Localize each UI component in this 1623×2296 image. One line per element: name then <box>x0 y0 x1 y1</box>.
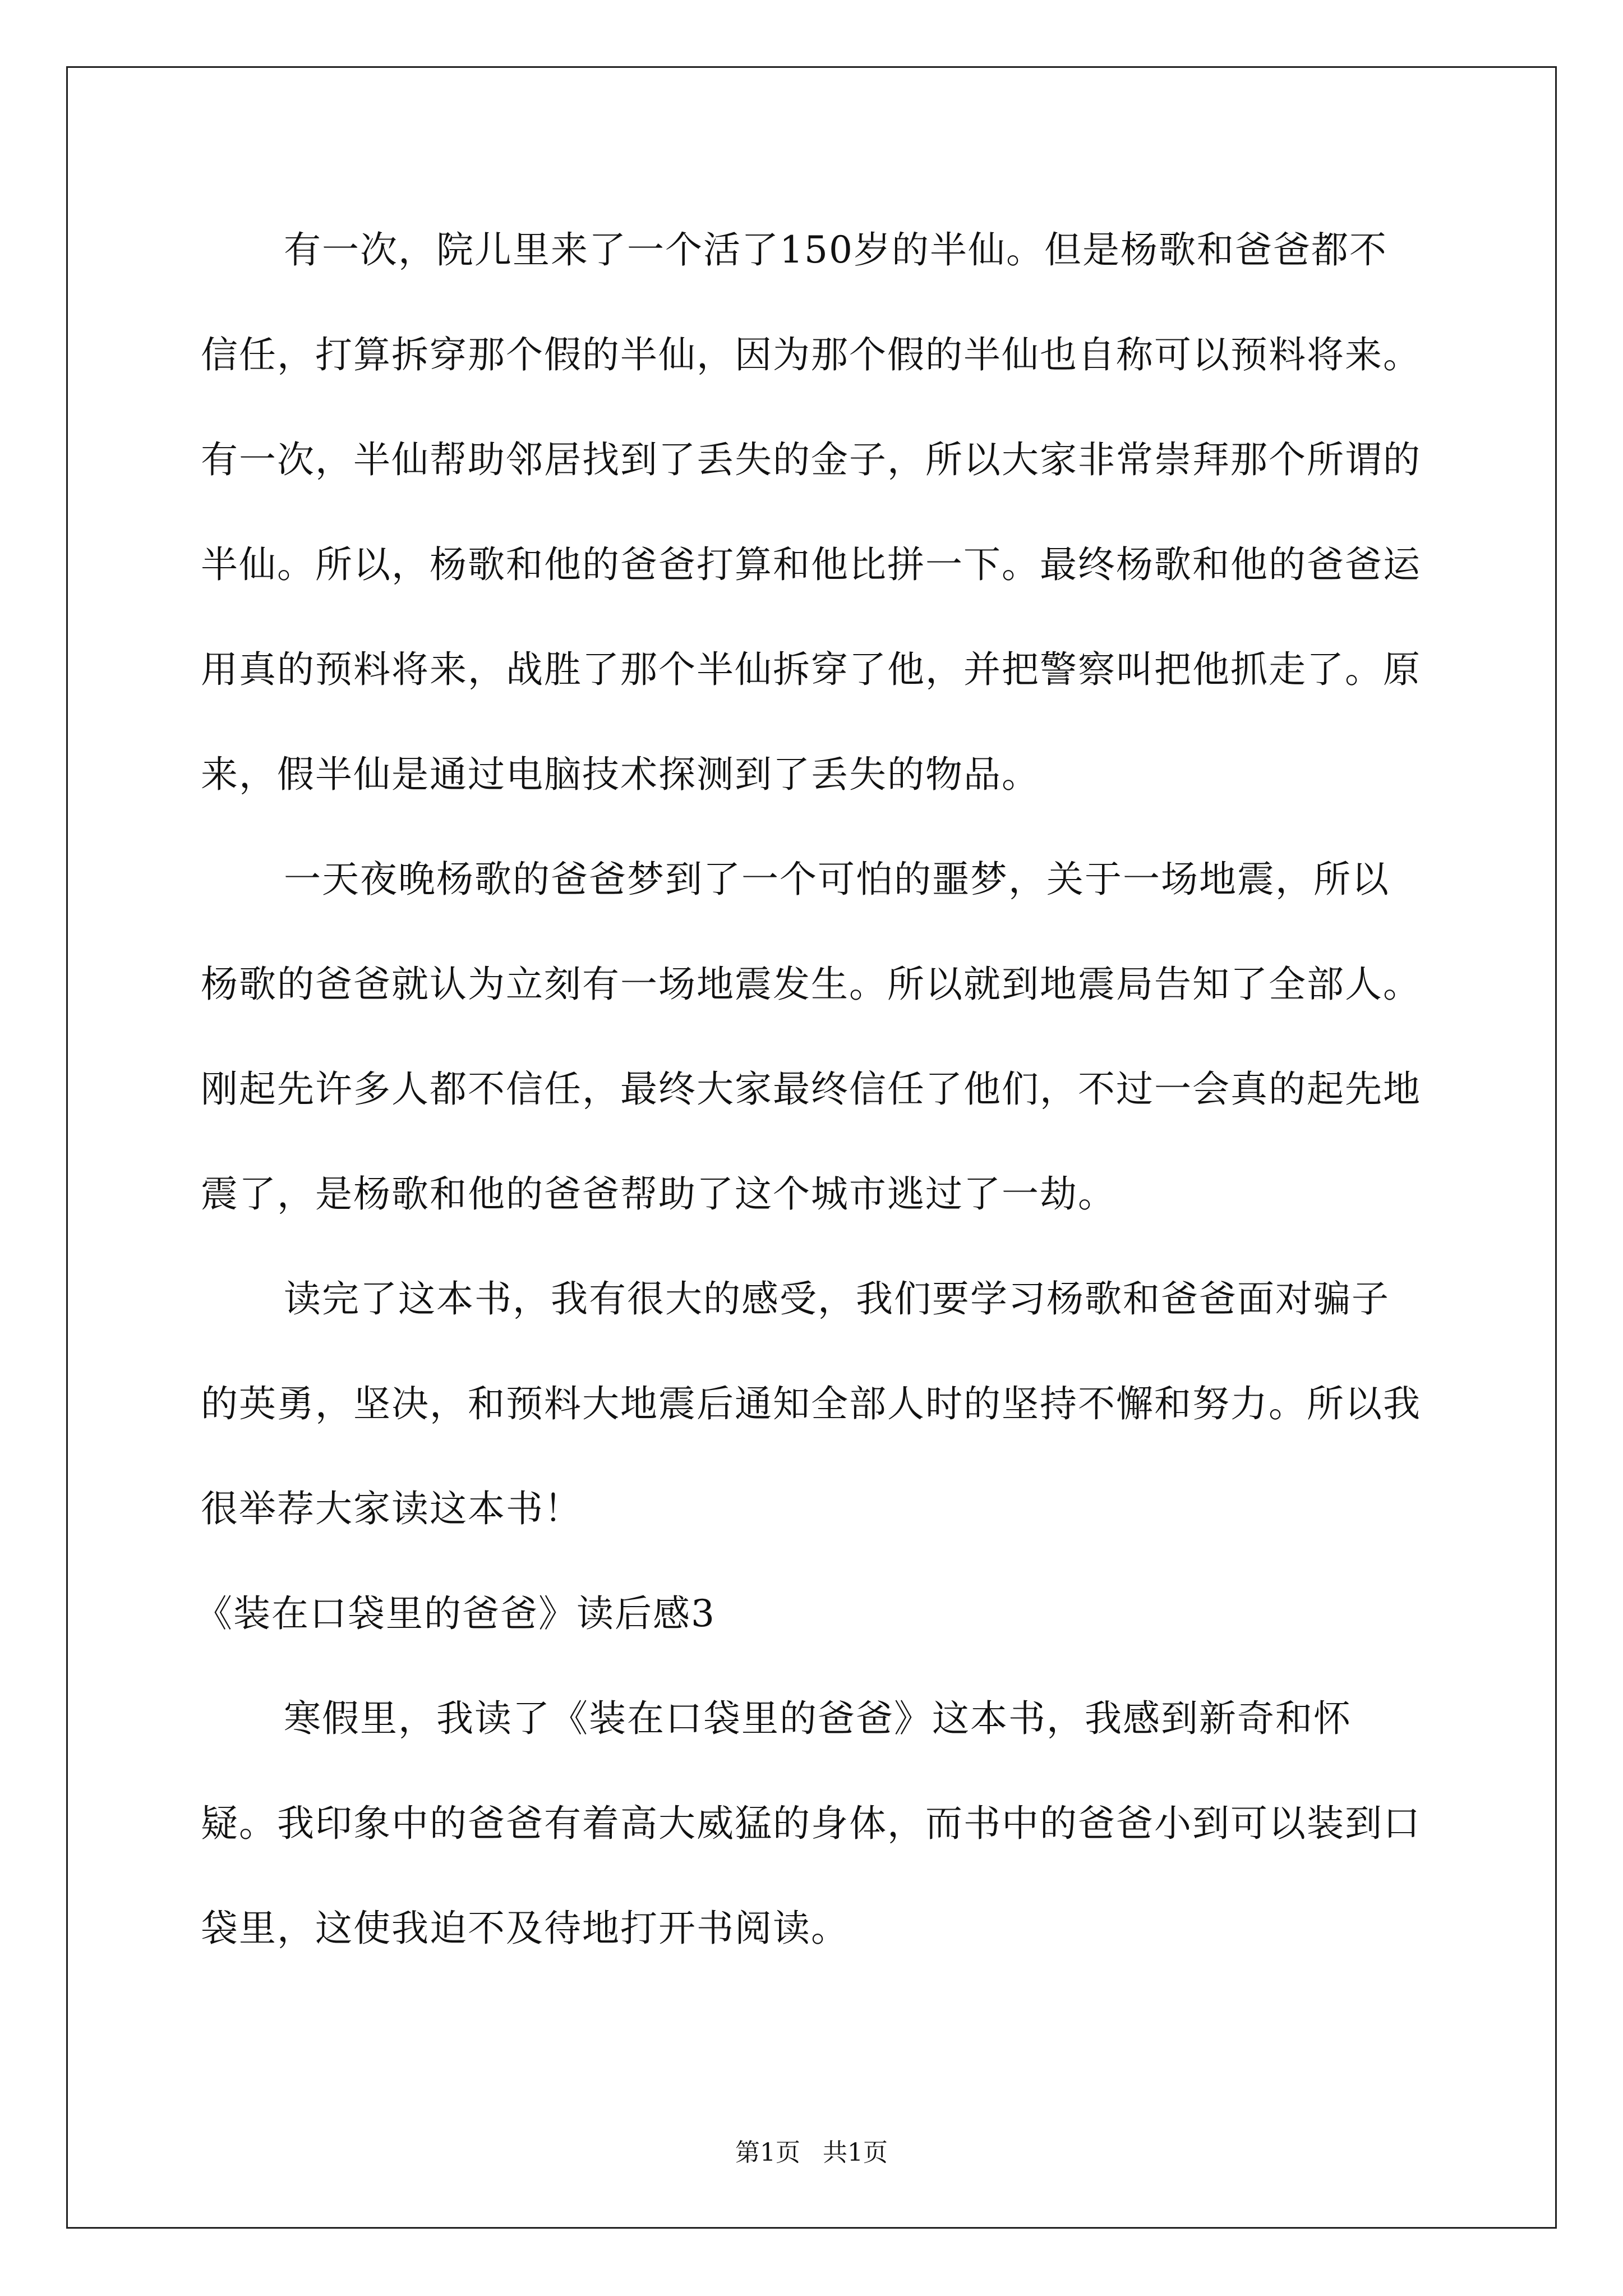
current-page-label: 第1页 <box>735 2138 800 2167</box>
paragraph-3: 读完了这本书，我有很大的感受，我们要学习杨歌和爸爸面对骗子的英勇，坚决，和预料大地震后通知全部人时的坚持不懈和努力。所以我很举荐大家读这本书！ <box>201 1277 1421 1530</box>
paragraph-2: 一天夜晚杨歌的爸爸梦到了一个可怕的噩梦，关于一场地震，所以杨歌的爸爸就认为立刻有一场地震发生。所以就到地震局告知了全部人。刚起先许多人都不信任，最终大家最终信任了他们，不过一会真的起先地震了，是杨歌和他的爸爸帮助了这个城市逃过了一劫。 <box>201 858 1421 1216</box>
paragraph-4: 寒假里，我读了《装在口袋里的爸爸》这本书，我感到新奇和怀疑。我印象中的爸爸有着高大威猛的身体，而书中的爸爸小到可以装到口袋里，这使我迫不及待地打开书阅读。 <box>201 1697 1421 1950</box>
page-footer <box>0 2136 1623 2170</box>
paragraph-1: 有一次，院儿里来了一个活了150岁的半仙。但是杨歌和爸爸都不信任，打算拆穿那个假的半仙，因为那个假的半仙也自称可以预料将来。有一次，半仙帮助邻居找到了丢失的金子，所以大家非常崇拜那个所谓的半仙。所以，杨歌和他的爸爸打算和他比拼一下。最终杨歌和他的爸爸运用真的预料将来，战胜了那个半仙拆穿了他，并把警察叫把他抓走了。原来，假半仙是通过电脑技术探测到了丢失的物品。 <box>201 228 1421 796</box>
section-heading: 《装在口袋里的爸爸》读后感3 <box>195 1592 716 1635</box>
total-pages-label: 共1页 <box>823 2138 888 2167</box>
document-body <box>195 197 1423 1981</box>
